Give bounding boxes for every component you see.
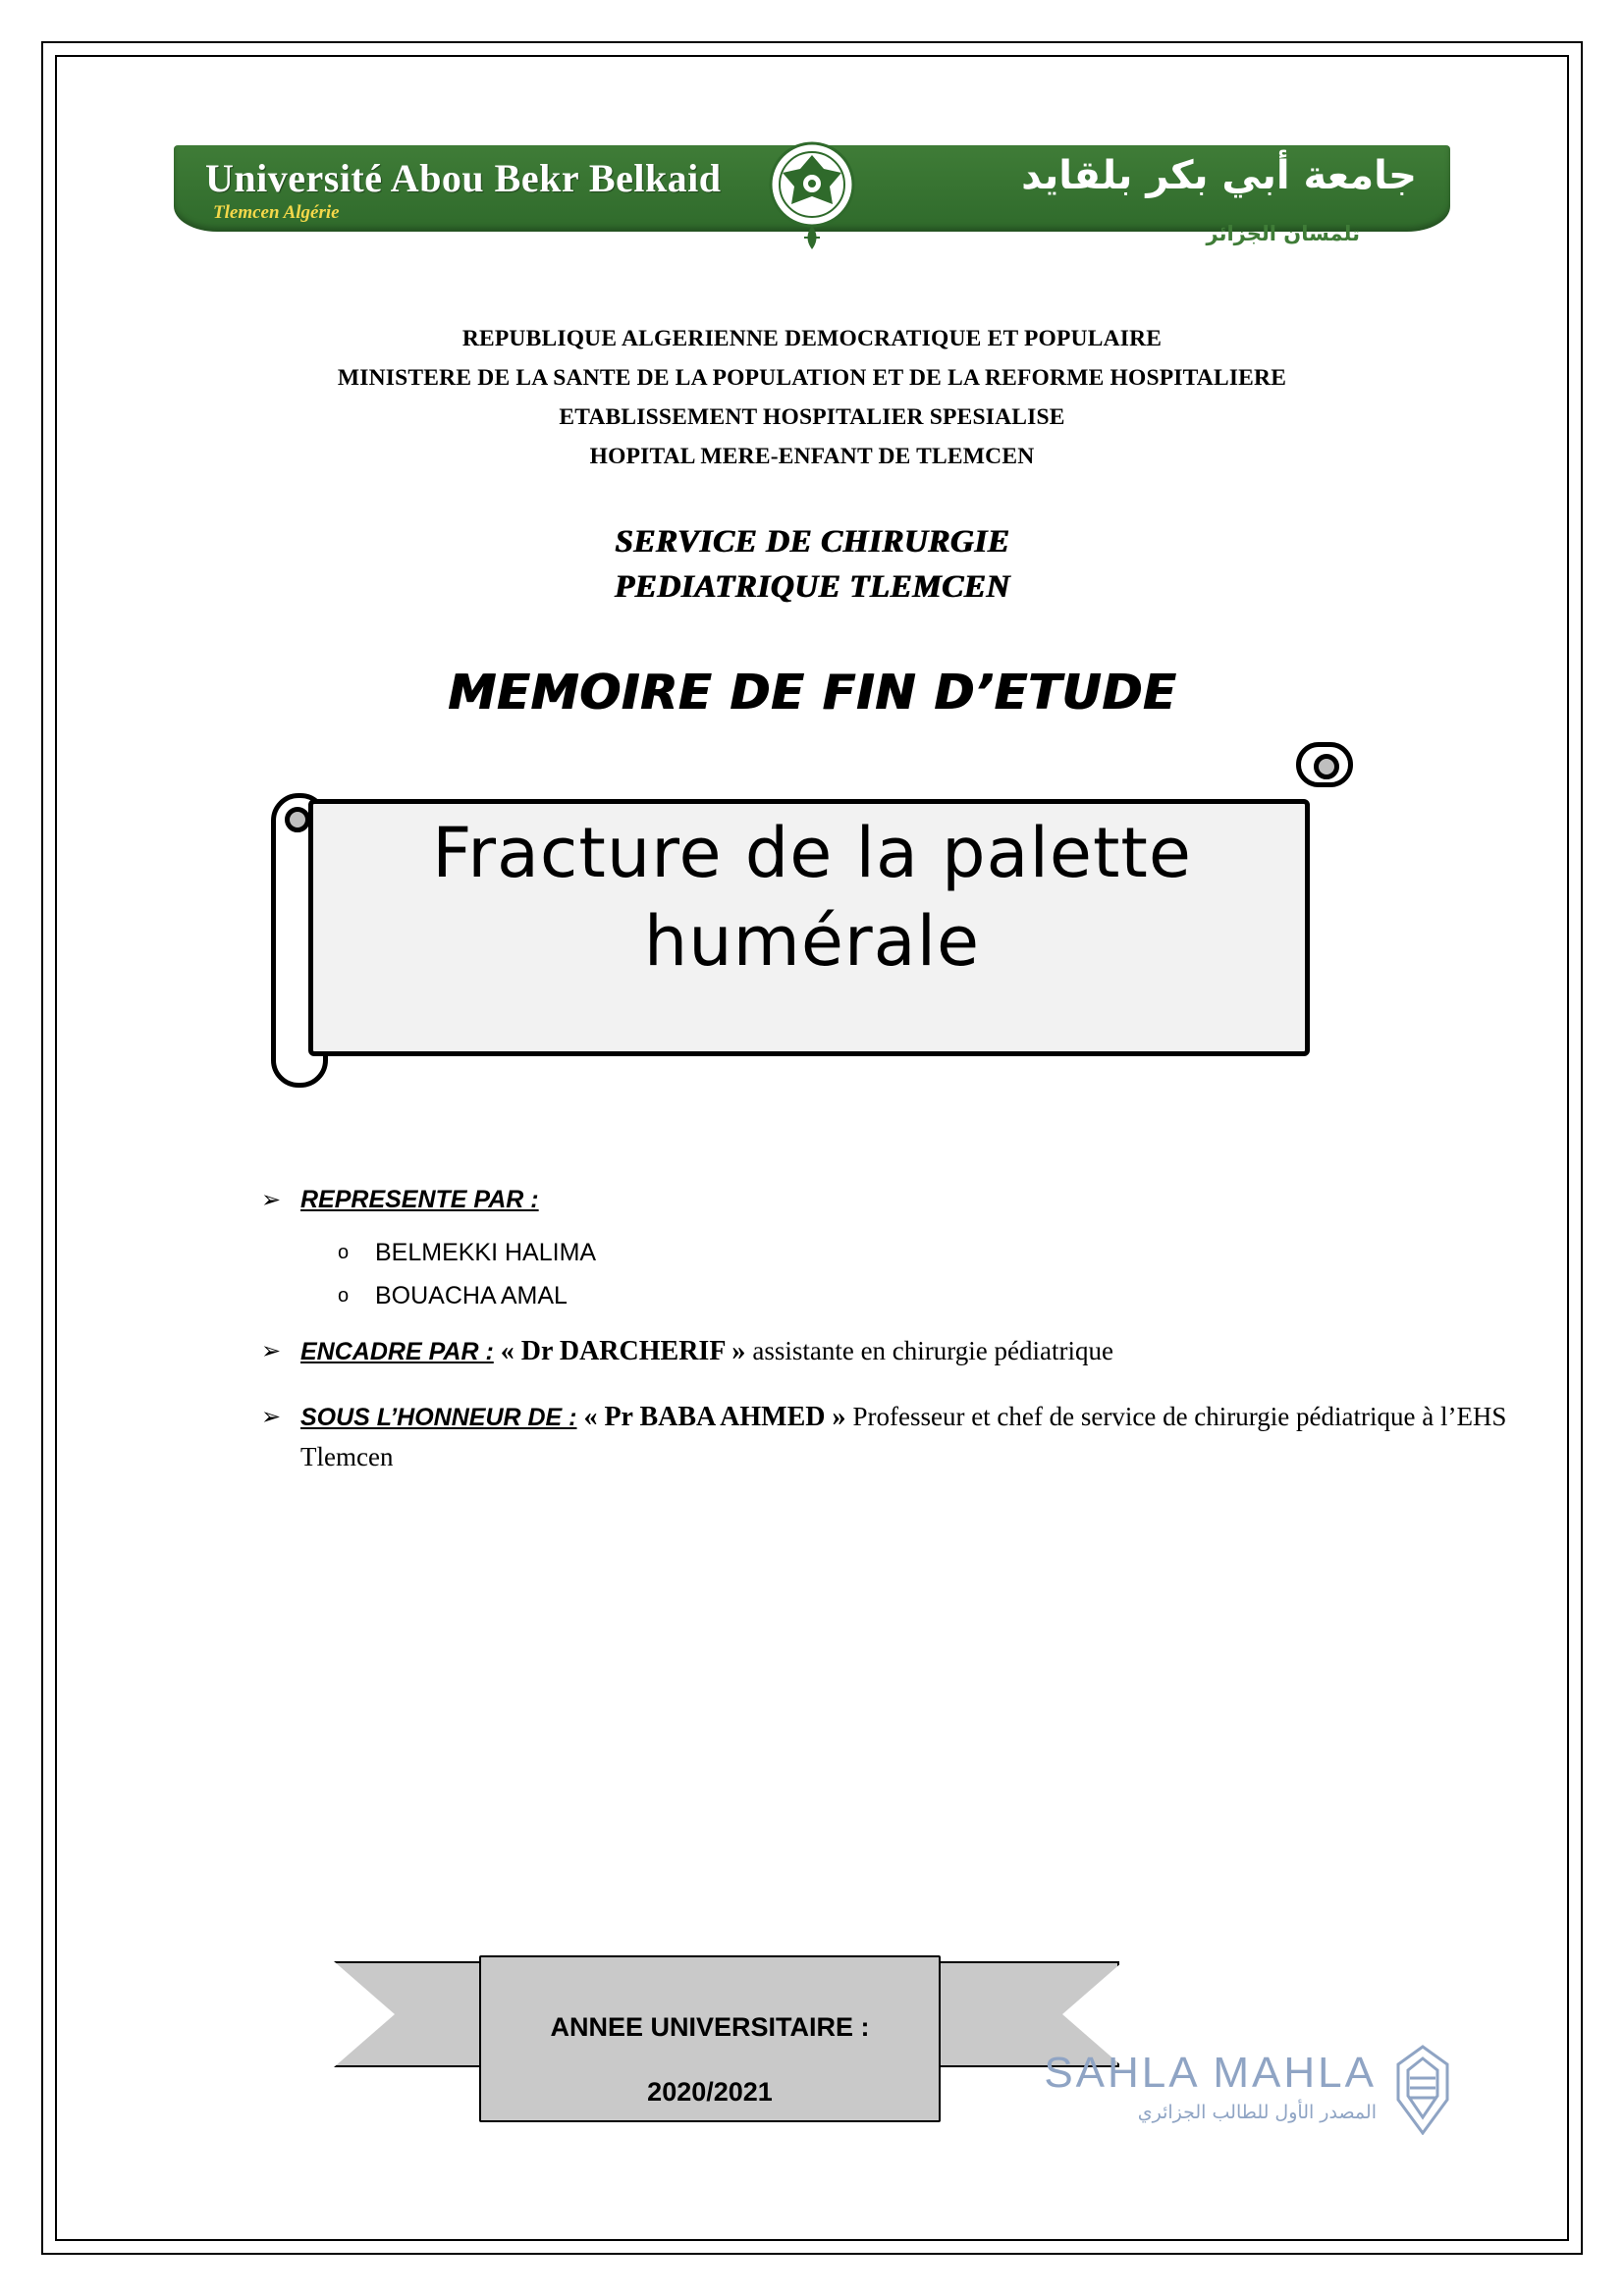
credits-section xyxy=(94,1180,1530,1477)
university-location-french: Tlemcen Algérie xyxy=(213,202,340,223)
ministry-header xyxy=(94,319,1530,476)
university-name-arabic: جامعة أبي بكر بلقايد xyxy=(1021,153,1417,198)
honour-role: Professeur et chef de service de chirurgie pédiatrique à l’EHS Tlemcen xyxy=(300,1402,1507,1471)
list-item xyxy=(338,1231,1530,1274)
sahla-mahla-logo-icon xyxy=(1388,2045,1457,2135)
supervisor-label: ENCADRE PAR : xyxy=(300,1338,494,1365)
arrow-bullet-icon: ➢ xyxy=(261,1337,282,1364)
ministry-line-2: MINISTERE DE LA SANTE DE LA POPULATION ET DE LA REFORME HOSPITALIERE xyxy=(337,365,1287,391)
circle-bullet-icon: o xyxy=(338,1285,350,1307)
ministry-line-3: ETABLISSEMENT HOSPITALIER SPESIALISE xyxy=(559,404,1065,430)
ribbon-notch-left xyxy=(334,1961,395,2067)
service-line-1: SERVICE DE CHIRURGIE xyxy=(614,524,1010,560)
ministry-line-4: HOPITAL MERE-ENFANT DE TLEMCEN xyxy=(589,444,1035,469)
presented-by-label: REPRESENTE PAR : xyxy=(300,1186,539,1213)
ministry-line-1: REPUBLIQUE ALGERIENNE DEMOCRATIQUE ET POPULAIRE xyxy=(461,326,1163,351)
circle-bullet-icon: o xyxy=(338,1242,350,1263)
academic-year-label: ANNEE UNIVERSITAIRE : xyxy=(550,2012,870,2042)
arrow-bullet-icon: ➢ xyxy=(261,1186,282,1213)
list-item xyxy=(338,1274,1530,1317)
supervisor-line xyxy=(261,1331,1530,1371)
watermark-subtext: المصدر الأول للطالب الجزائري xyxy=(1137,2102,1377,2123)
academic-year-value: 2020/2021 xyxy=(647,2077,773,2107)
arrow-bullet-icon: ➢ xyxy=(261,1403,282,1430)
honour-name: « Pr BABA AHMED » xyxy=(583,1402,846,1432)
supervisor-role: assistante en chirurgie pédiatrique xyxy=(752,1336,1113,1365)
ribbon-text xyxy=(479,1995,941,2124)
honour-label: SOUS L’HONNEUR DE : xyxy=(300,1404,577,1431)
service-line-2: PEDIATRIQUE TLEMCEN xyxy=(614,569,1010,605)
document-page xyxy=(94,94,1530,2202)
scroll-knob-right xyxy=(1314,754,1339,779)
supervisor-name: « Dr DARCHERIF » xyxy=(500,1336,746,1366)
university-banner xyxy=(174,145,1450,268)
watermark-text: SAHLA MAHLA xyxy=(1044,2049,1377,2097)
university-name-french: Université Abou Bekr Belkaid xyxy=(205,156,722,200)
author-name: BOUACHA AMAL xyxy=(375,1282,568,1309)
university-seal-icon xyxy=(767,139,857,257)
service-title xyxy=(94,519,1530,610)
title-scroll xyxy=(267,754,1357,1097)
presented-by-line xyxy=(261,1180,1530,1219)
university-location-arabic: تلمسان الجزائر xyxy=(1206,222,1360,245)
watermark xyxy=(1009,2043,1461,2151)
scroll-knob-left xyxy=(285,807,310,832)
thesis-title: Fracture de la palette humérale xyxy=(432,813,1192,982)
authors-list xyxy=(300,1231,1530,1317)
honour-line xyxy=(261,1397,1530,1477)
author-name: BELMEKKI HALIMA xyxy=(375,1239,597,1266)
memoire-heading: MEMOIRE DE FIN D’ETUDE xyxy=(447,665,1177,721)
